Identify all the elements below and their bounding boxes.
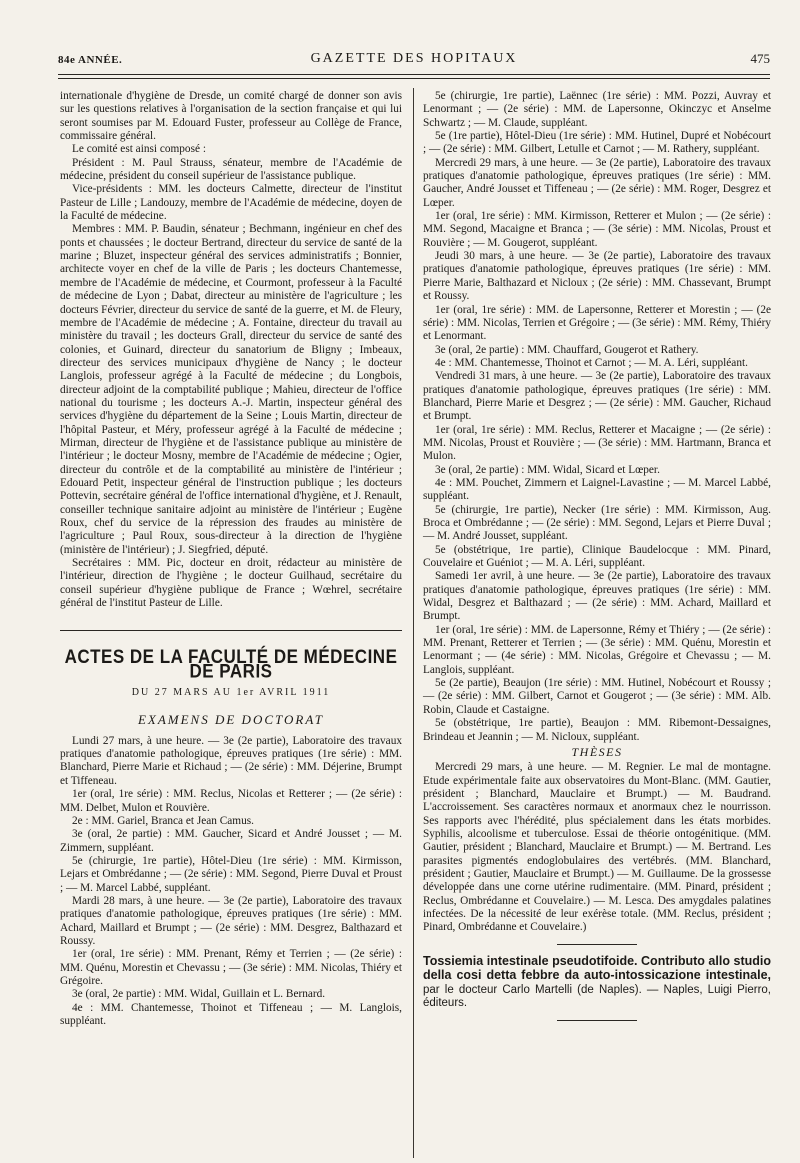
exam-entry: Mercredi 29 mars, à une heure. — 3e (2e partie), Laboratoire des travaux pratiques d'anatomie pathologique, épreuves pratiques (1re série) : MM. Gaucher, André Jousset et Tiffeneau ; — (2e série) : MM. Roger, Desgrez et Lœper.	[423, 156, 771, 209]
exam-entry: 5e (obstétrique, 1re partie), Clinique Baudelocque : MM. Pinard, Couvelaire et Guéniot ; — M. A. Léri, suppléant.	[423, 543, 771, 570]
volume-label: 84e ANNÉE.	[58, 54, 123, 66]
theses-paragraph: Mercredi 29 mars, à une heure. — M. Regnier. Le mal de montagne. Etude expérimentale faite aux observatoires du Mont-Blanc. (MM. Gautier, président ; Blanchard, Mauclaire et Brumpt.) — M. Baudrand. L'accroissement. Ses caractères normaux et anormaux chez le nourrisson. Ses rapports avec l'hérédité, plus spécialement dans les états morbides. Syphilis, alcoolisme et tuberculose. Essai de théorie ontogénitique. (MM. Gautier, président ; Blanchard, Mauclaire et Brumpt.) — M. Bertrand. Les parasites pigmentés endoglobulaires des vertébrés. (MM. Blanchard, président ; Gautier, Mauclaire et Brumpt.) — M. Guillaume. De la grossesse développée dans une corne utérine rudimentaire. (MM. Pinard, président ; Reclus, Ombrédanne et Couvelaire.) — M. Lesca. Des amygdales palatines infectées. De la nécessité de leur exérèse totale. (MM. Reclus, président ; Pinard, Ombrédanne et Couvelaire.)	[423, 761, 771, 934]
exam-entry: 4e : MM. Pouchet, Zimmern et Laignel-Lavastine ; — M. Marcel Labbé, suppléant.	[423, 476, 771, 503]
paragraph: Président : M. Paul Strauss, sénateur, membre de l'Académie de médecine, président du conseil supérieur de l'assistance publique.	[60, 156, 402, 183]
exam-entry: 1er (oral, 1re série) : MM. Reclus, Retterer et Macaigne ; — (2e série) : MM. Nicolas, Proust et Rouvière ; — (3e série) : MM. Hartmann, Branca et Mulon.	[423, 423, 771, 463]
left-column	[60, 90, 402, 1028]
exam-entry: Samedi 1er avril, à une heure. — 3e (2e partie), Laboratoire des travaux pratiques d'anatomie pathologique, épreuves pratiques (1re série) : MM. Widal, Desgrez et Balthazard ; — (2e série) : MM. Achard, Maillard et Brumpt.	[423, 570, 771, 623]
exam-entry: 5e (chirurgie, 1re partie), Laënnec (1re série) : MM. Pozzi, Auvray et Lenormant ; — (2e série) : MM. de Lapersonne, Okinczyc et Anselme Schwartz ; — M. Claude, suppléant.	[423, 90, 771, 129]
exam-entry: 5e (obstétrique, 1re partie), Beaujon : MM. Ribemont-Dessaignes, Brindeau et Jeannin ; — M. Nicloux, suppléant.	[423, 717, 771, 743]
exam-entry: 3e (oral, 2e partie) : MM. Chauffard, Gougerot et Rathery.	[435, 343, 699, 356]
theses-heading: THÈSES	[571, 744, 623, 759]
paragraph: Vice-présidents : MM. les docteurs Calmette, directeur de l'institut Pasteur de Lille ; Landouzy, membre de l'Académie de médecine, doyen de la Faculté de médecine.	[60, 183, 402, 223]
exam-entry: 2e : MM. Gariel, Branca et Jean Camus.	[72, 814, 254, 827]
page-number: 475	[750, 51, 770, 66]
book-notice	[423, 955, 771, 1011]
header-rule-2	[58, 78, 770, 79]
exam-entry: 1er (oral, 1re série) : MM. Reclus, Nicolas et Retterer ; — (2e série) : MM. Delbet, Mulon et Rouvière.	[60, 788, 402, 814]
faculty-section	[60, 630, 402, 726]
paragraph: internationale d'hygiène de Dresde, un comité chargé de donner son avis sur les questions relatives à l'organisation de la section française et qui lui seront soumises par M. Edouard Fuster, professeur au Collège de France, commissaire général.	[60, 90, 402, 143]
exam-entry: Lundi 27 mars, à une heure. — 3e (2e partie), Laboratoire des travaux pratiques d'anatomie pathologique, épreuves pratiques (1re série) : MM. Blanchard, Pierre Marie et Richaud ; — (2e série) : MM. Déjerine, Brumpt et Tiffeneau.	[60, 734, 402, 787]
exam-entry: 3e (oral, 2e partie) : MM. Widal, Guillain et L. Bernard.	[72, 988, 326, 1001]
exam-entry: 3e (oral, 2e partie) : MM. Widal, Sicard et Lœper.	[435, 463, 660, 476]
exam-entry: 1er (oral, 1re série) : MM. Prenant, Rémy et Terrien ; — (2e série) : MM. Quénu, Morestin et Chevassu ; — (3e série) : MM. Nicolas, Thiéry et Grégoire.	[60, 948, 402, 987]
exam-entry: 1er (oral, 1re série) : MM. de Lapersonne, Retterer et Morestin ; — (2e série) : MM. Nicolas, Terrien et Grégoire ; — (3e série) : MM. Rémy, Thiéry et Lenormant.	[423, 303, 771, 343]
exam-entry: 5e (2e partie), Beaujon (1re série) : MM. Hutinel, Nobécourt et Roussy ; — (2e série) : MM. Gilbert, Carnot et Gougerot ; — (3e série) : MM. Alb. Robin, Claude et Castaigne.	[423, 677, 771, 716]
exam-entry: 5e (1re partie), Hôtel-Dieu (1re série) : MM. Hutinel, Dupré et Nobécourt ; — (2e série) : MM. Gilbert, Letulle et Carnot ; — M. Rathery, suppléant.	[423, 130, 771, 156]
header-rule	[58, 74, 770, 75]
exam-entry: 1er (oral, 1re série) : MM. de Lapersonne, Rémy et Thiéry ; — (2e série) : MM. Prenant, Retterer et Terrien ; — (3e série) : MM. Quénu, Morestin et Lenormant ; — (4e série) : MM. Nicolas, Grégoire et Chevassu ; — M. Langlois, suppléant.	[423, 623, 771, 676]
ornament-divider-bottom	[423, 1017, 771, 1025]
section-subtitle: EXAMENS DE DOCTORAT	[137, 712, 325, 728]
exam-entry: 4e : MM. Chantemesse, Thoinot et Carnot ; — M. A. Léri, suppléant.	[435, 356, 748, 369]
exam-entry: Mardi 28 mars, à une heure. — 3e (2e partie), Laboratoire des travaux pratiques d'anatomie pathologique, épreuves pratiques (1re série) : MM. Achard, Maillard et Brumpt ; — (2e série) : MM. Desgrez, Balthazard et Roussy.	[60, 894, 402, 947]
section-date: DU 27 MARS AU 1er AVRIL 1911	[131, 687, 331, 699]
ornament-divider	[423, 941, 771, 949]
exam-entry: Jeudi 30 mars, à une heure. — 3e (2e partie), Laboratoire des travaux pratiques d'anatomie pathologique, épreuves pratiques (1re série) : MM. Pierre Marie, Balthazard et Nicloux ; (2e série) : MM. Chassevant, Brumpt et Roussy.	[423, 250, 771, 303]
exam-entry: 4e : MM. Chantemesse, Thoinot et Tiffeneau ; — M. Langlois, suppléant.	[60, 1001, 402, 1027]
section-title: ACTES DE LA FACULTÉ DE MÉDECINE DE PARIS	[64, 645, 398, 684]
exam-entry: 5e (chirurgie, 1re partie), Necker (1re série) : MM. Kirmisson, Aug. Broca et Ombrédanne ; — (2e série) : MM. Segond, Lejars et Pierre Duval ; — M. André Jousset, suppléant.	[423, 503, 771, 543]
paragraph: Le comité est ainsi composé :	[72, 143, 206, 156]
exam-entry: 1er (oral, 1re série) : MM. Kirmisson, Retterer et Mulon ; — (2e série) : MM. Segond, Macaigne et Branca ; — (3e série) : MM. Nicolas, Proust et Rouvière ; — M. Gougerot, suppléant.	[423, 210, 771, 249]
column-divider	[413, 88, 414, 1158]
notice-details: par le docteur Carlo Martelli (de Naples). — Naples, Luigi Pierro, éditeurs.	[423, 983, 771, 1010]
right-column	[423, 90, 771, 1029]
journal-title: GAZETTE DES HOPITAUX	[310, 51, 518, 66]
page-header	[58, 48, 770, 70]
paragraph: Membres : MM. P. Baudin, sénateur ; Bechmann, ingénieur en chef des ponts et chaussées ; le docteur Bertrand, directeur du service de santé de la marine ; Bluzet, inspecteur général des services administratifs ; Bonnier, architecte voyer en chef de la ville de Paris ; les docteurs Chantemesse, membre de l'Académie de médecine, et Courmont, professeur à la Faculté de médecine de Lyon ; Dabat, directeur au ministère de l'agriculture ; les docteurs Février, directeur du service de santé de la guerre, et M. de Fleury, membre de l'Académie de médecine ; A. Fontaine, directeur du travail au ministère du travail ; les docteurs Grall, directeur du service de santé des colonies, et Guinard, directeur du sanatorium de Bligny ; Imbeaux, directeur des services municipaux d'hygiène de Nancy ; le docteur Langlois, professeur agrégé à la Faculté de médecine ; du Longbois, directeur adjoint de la comptabilité publique ; Mahieu, directeur de l'office national du tourisme ; les docteurs A.-J. Martin, inspecteur général des services d'hygiène du département de la Seine ; Louis Martin, directeur de l'hôpital Pasteur, et Méry, professeur agrégé à la Faculté de médecine ; Mirman, directeur de l'hygiène et de l'assistance publique au ministère de l'intérieur ; le docteur Mosny, membre de l'Académie de médecine ; Ogier, directeur du contrôle et de la comptabilité au ministère de l'intérieur ; Edouard Petit, inspecteur général de l'instruction publique ; les docteurs Pottevin, secrétaire général de l'office international d'hygiène, et J. Renault, conseiller technique sanitaire adjoint au ministère de l'intérieur ; Eugène Roux, chef du service de la répression des fraudes au ministère de l'agriculture ; Paul Roux, sous-directeur à la direction de l'hygiène (ministère de l'intérieur) ; J. Siegfried, député.	[60, 223, 402, 556]
exam-entry: 5e (chirurgie, 1re partie), Hôtel-Dieu (1re série) : MM. Kirmisson, Lejars et Ombrédanne ; — (2e série) : MM. Segond, Pierre Duval et Proust ; — M. Marcel Labbé, suppléant.	[60, 854, 402, 894]
exam-entry: Vendredi 31 mars, à une heure. — 3e (2e partie), Laboratoire des travaux pratiques d'anatomie pathologique, épreuves pratiques (1re série) : MM. Blanchard, Pierre Marie et Desgrez ; — (2e série) : MM. Gaucher, Richaud et Brumpt.	[423, 370, 771, 423]
exam-entry: 3e (oral, 2e partie) : MM. Gaucher, Sicard et André Jousset ; — M. Zimmern, suppléant.	[60, 828, 402, 854]
paragraph: Secrétaires : MM. Pic, docteur en droit, rédacteur au ministère de l'intérieur, direction de l'hygiène ; le docteur Guilhaud, secrétaire du conseil supérieur d'hygiène publique de France ; Wœhrel, secrétaire général de l'institut Pasteur de Lille.	[60, 557, 402, 610]
notice-title: Tossiemia intestinale pseudotifoide. Contributo allo studio della cosi detta febbre da auto-intossicazione intestinale,	[423, 953, 771, 983]
